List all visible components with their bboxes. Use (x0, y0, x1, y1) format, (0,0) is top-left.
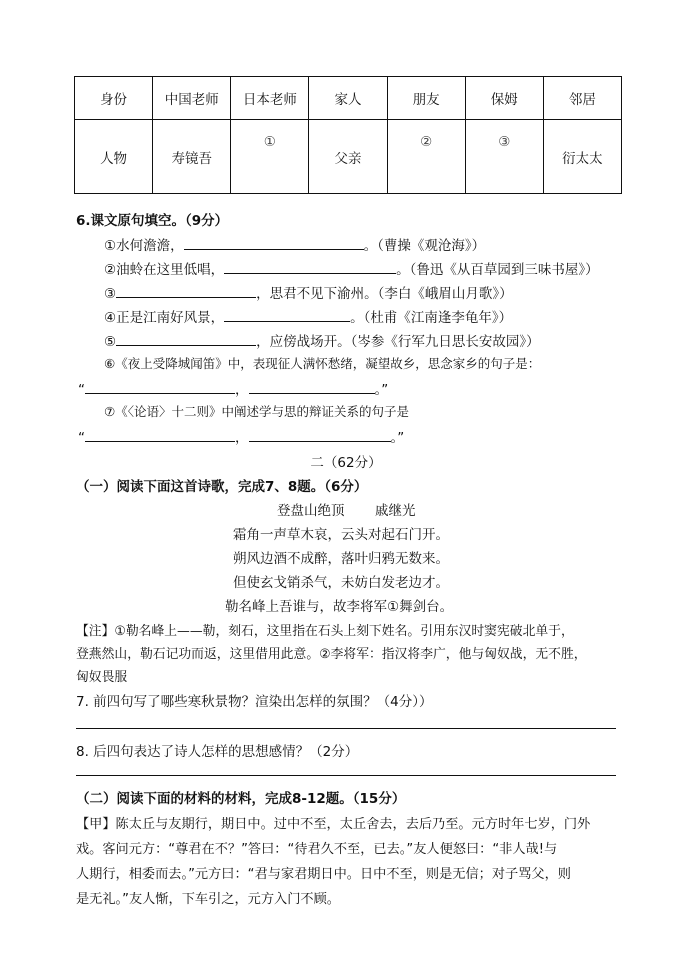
poem-intro: （一）阅读下面这首诗歌，完成7、8题。（6分） (76, 479, 368, 495)
note-line-3: 匈奴畏服 (76, 670, 128, 685)
q6-line-2 (104, 258, 599, 278)
table-cell: 衍太太 (543, 120, 621, 194)
q6-line-2-text: ②油蛉在这里低唱， (104, 262, 225, 278)
answer-blank[interactable] (85, 429, 235, 442)
quote-close: 。” (374, 382, 389, 398)
table-cell: 父亲 (309, 120, 387, 194)
question-8: 8. 后四句表达了诗人怎样的思想感情？（2分） (76, 744, 359, 760)
table-cell: 日本老师 (231, 77, 309, 120)
poem-line: 但使玄戈销杀气，未妨白发老边才。 (233, 575, 449, 591)
quote-open: “ (78, 382, 85, 398)
answer-blank[interactable] (249, 429, 391, 442)
q6-line-3-source: ，思君不见下渝州。（李白《峨眉山月歌》） (256, 286, 513, 302)
q6-line-7: ⑦《〈论语〉十二则》中阐述学与思的辩证关系的句子是 (104, 404, 409, 419)
q6-line-3-text: ③ (104, 286, 117, 302)
table-cell: 人物 (75, 120, 153, 194)
table-cell: 邻居 (543, 77, 621, 120)
q6-line-2-source: 。（鲁迅《从百草园到三味书屋》） (396, 262, 599, 278)
q6-line-1-source: 。（曹操《观沧海》） (363, 238, 486, 254)
q6-line-5 (104, 330, 540, 350)
note-line-2: 登燕然山，勒石记功而返，这里借用此意。②李将军：指汉将李广，他与匈奴战，无不胜， (76, 647, 587, 662)
passage-line-2: 戏。客问元方：“尊君在不？”答曰：“待君久不至，已去。”友人便怒曰：“非人哉!与 (76, 842, 558, 857)
q6-line-4 (104, 306, 512, 326)
note-line-1: 【注】①勒名峰上——勒，刻石，这里指在石头上刻下姓名。引用东汉时窦宪破北单于， (76, 624, 574, 639)
comma: ， (235, 382, 249, 398)
q6-line-6: ⑥《夜上受降城闻笛》中，表现征人满怀愁绪，凝望故乡，思念家乡的句子是： (104, 356, 541, 371)
passage-line-1: 【甲】陈太丘与友期行，期日中。过中不至，太丘舍去，去后乃至。元方时年七岁，门外 (76, 817, 591, 832)
q6-title: 6.课文原句填空。（9分） (76, 213, 229, 229)
role-table (74, 76, 622, 194)
answer-blank[interactable] (85, 381, 235, 394)
table-cell: 保姆 (465, 77, 543, 120)
q6-line-5-text: ⑤ (104, 334, 117, 350)
table-cell: 中国老师 (153, 77, 231, 120)
q6-line-7-answer (78, 426, 404, 446)
table-cell: 身份 (75, 77, 153, 120)
q6-line-1-text: ①水何澹澹， (104, 238, 184, 254)
quote-close: 。” (390, 430, 405, 446)
passage-intro: （二）阅读下面的材料的材料，完成8-12题。（15分） (76, 791, 406, 807)
q6-line-5-source: ，应傍战场开。（岑参《行军九日思长安故园》） (256, 334, 540, 350)
table-cell: ② (387, 120, 465, 194)
q6-line-3 (104, 282, 513, 302)
quote-open: “ (78, 430, 85, 446)
answer-blank[interactable] (116, 333, 256, 346)
table-cell: ③ (465, 120, 543, 194)
answer-line[interactable] (76, 775, 616, 776)
poem-line: 朔风边酒不成醉，落叶归鸦无数来。 (233, 551, 449, 567)
poem-author: 戚继光 (375, 503, 416, 519)
question-7: 7. 前四句写了哪些寒秋景物？渲染出怎样的氛围？（4分）） (76, 694, 433, 710)
table-cell: 家人 (309, 77, 387, 120)
poem-line: 霜角一声草木哀，云头对起石门开。 (233, 527, 449, 543)
q6-line-1 (104, 234, 485, 254)
poem-line: 勒名峰上吾谁与，故李将军①舞剑台。 (225, 599, 454, 615)
answer-blank[interactable] (224, 309, 350, 322)
table-row (75, 120, 622, 194)
q6-line-4-source: 。（杜甫《江南逢李龟年》） (350, 310, 513, 326)
comma: ， (235, 430, 249, 446)
passage-line-3: 人期行，相委而去。”元方曰：“君与家君期日中。日中不至，则是无信；对子骂父，则 (76, 867, 571, 882)
passage-line-4: 是无礼。”友人惭，下车引之，元方入门不顾。 (76, 892, 340, 907)
table-cell: ① (231, 120, 309, 194)
section-2-title: 二（62分） (310, 455, 382, 471)
answer-blank[interactable] (116, 285, 256, 298)
poem-title: 登盘山绝顶 (277, 503, 345, 519)
answer-blank[interactable] (224, 261, 396, 274)
table-cell: 朋友 (387, 77, 465, 120)
table-header-row (75, 77, 622, 120)
q6-line-6-answer (78, 378, 388, 398)
answer-blank[interactable] (184, 237, 364, 250)
q6-line-4-text: ④正是江南好风景， (104, 310, 225, 326)
table-cell: 寿镜吾 (153, 120, 231, 194)
answer-blank[interactable] (249, 381, 375, 394)
answer-line[interactable] (76, 728, 616, 729)
